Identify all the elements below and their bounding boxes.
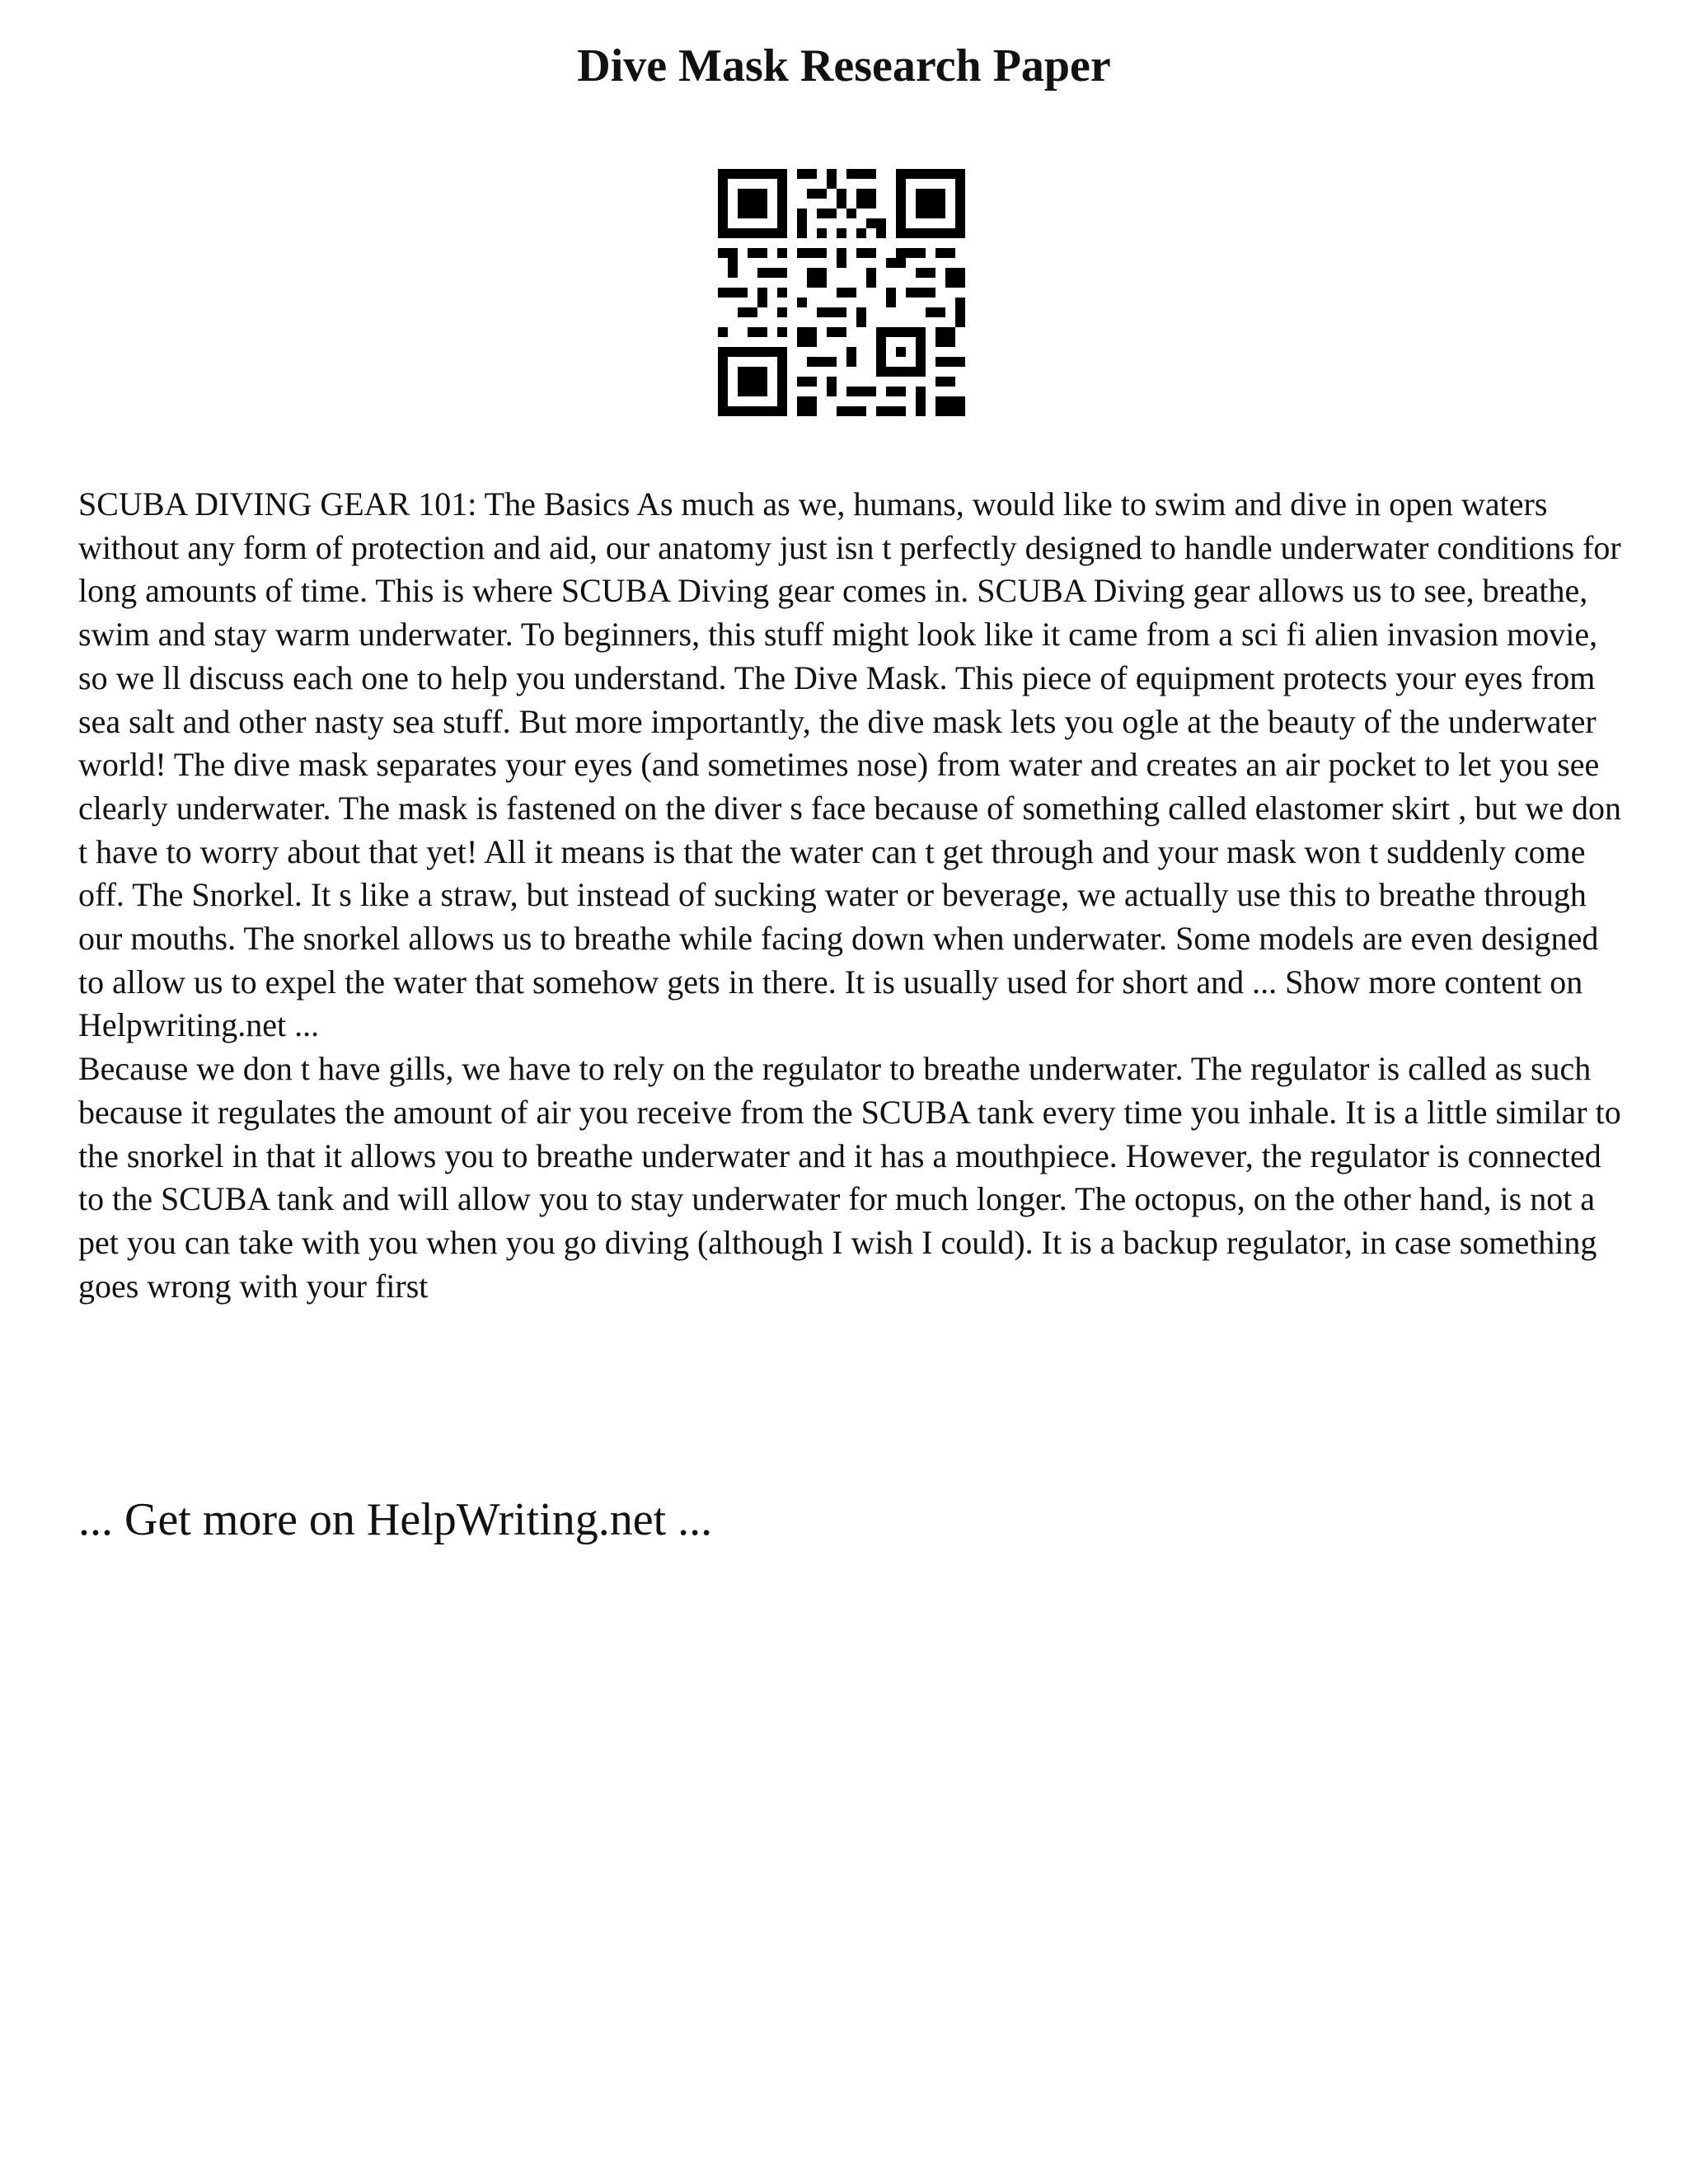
qr-code-icon[interactable]: [718, 169, 965, 416]
qr-code-graphic: [718, 169, 965, 416]
article-paragraph: SCUBA DIVING GEAR 101: The Basics As much as we, humans, would like to swim and dive in open waters without any form of protection and aid, our anatomy just isn t perfectly designed to handle underwater conditions for long amounts of time. This is where SCUBA Diving gear comes in. SCUBA Diving gear allows us to see, breathe, swim and stay warm underwater. To beginners, this stuff might look like it came from a sci fi alien invasion movie, so we ll discuss each one to help you understand. The Dive Mask. This piece of equipment protects your eyes from sea salt and other nasty sea stuff. But more importantly, the dive mask lets you ogle at the beauty of the underwater world! The dive mask separates your eyes (and sometimes nose) from water and creates an air pocket to let you see clearly underwater. The mask is fastened on the diver s face because of something called elastomer skirt , but we don t have to worry about that yet! All it means is that the water can t get through and your mask won t suddenly come off. The Snorkel. It s like a straw, but instead of sucking water or beverage, we actually use this to breathe through our mouths. The snorkel allows us to breathe while facing down when underwater. Some models are even designed to allow us to expel the water that somehow gets in there. It is usually used for short and ... Show more content on Helpwriting.net ...: [78, 485, 1621, 1044]
page-title: Dive Mask Research Paper: [577, 40, 1111, 91]
article-paragraph: Because we don t have gills, we have to rely on the regulator to breathe underwater. The regulator is called as such because it regulates the amount of air you receive from the SCUBA tank every time you inhale. It is a little similar to the snorkel in that it allows you to breathe underwater and it has a mouthpiece. However, the regulator is connected to the SCUBA tank and will allow you to stay underwater for much longer. The octopus, on the other hand, is not a pet you can take with you when you go diving (although I wish I could). It is a backup regulator, in case something goes wrong with your first: [78, 1050, 1621, 1305]
get-more-link[interactable]: ... Get more on HelpWriting.net ...: [78, 1494, 713, 1545]
article-body: [78, 483, 1628, 1308]
